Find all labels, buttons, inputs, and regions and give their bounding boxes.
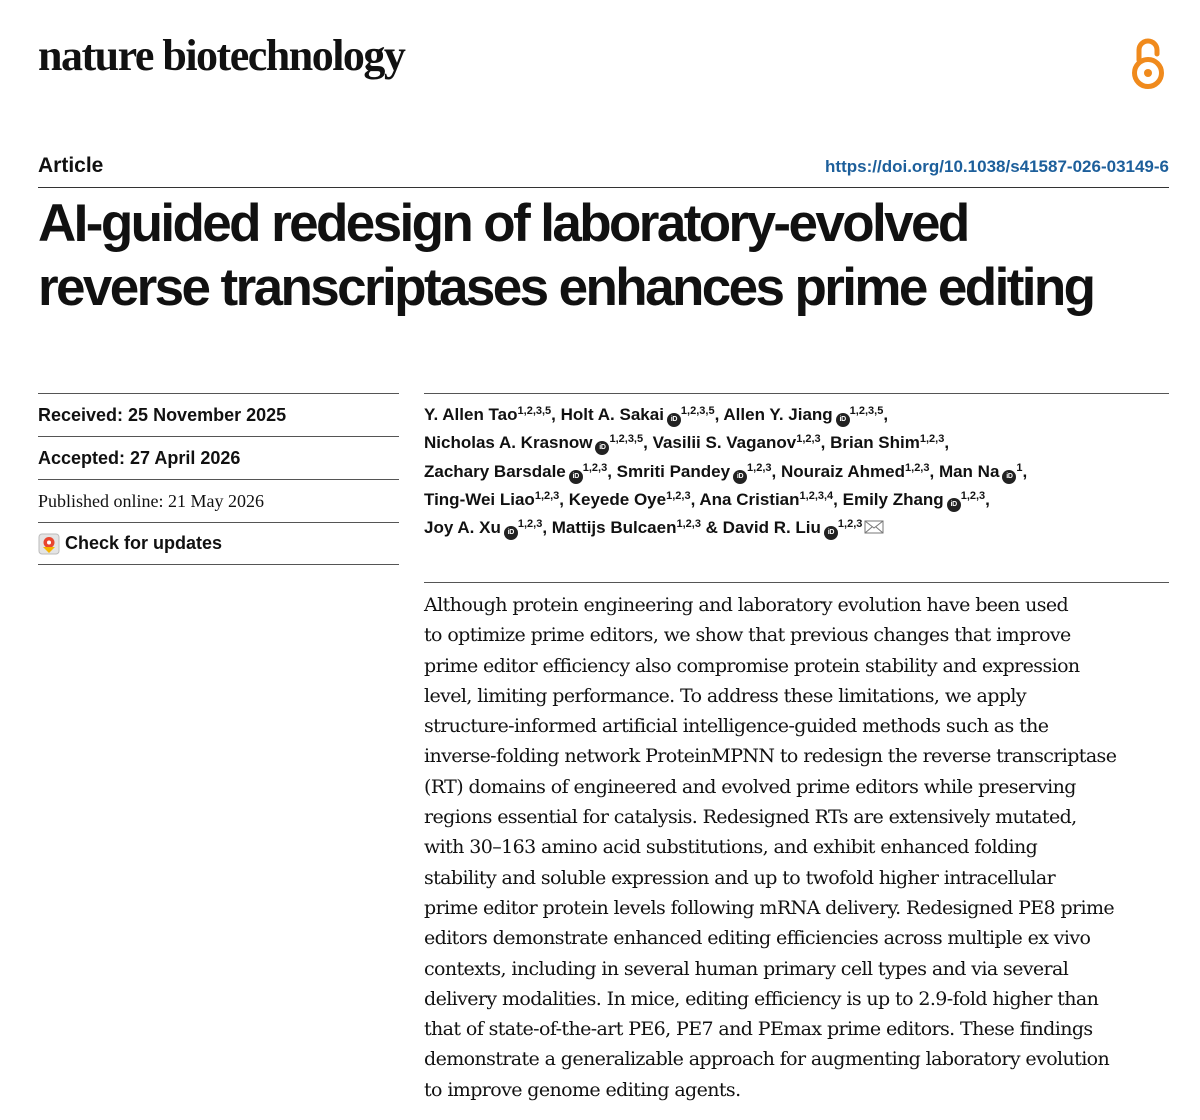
authors-top-divider bbox=[424, 393, 1169, 394]
author-name: Brian Shim bbox=[830, 433, 920, 453]
orcid-icon[interactable]: iD bbox=[595, 441, 609, 455]
author-affiliations: 1,2,3,5 bbox=[609, 433, 644, 446]
author-name: Ana Cristian bbox=[699, 489, 800, 509]
abstract-line: structure-informed artificial intelligence-guided methods such as the bbox=[424, 715, 1049, 738]
abstract-line: delivery modalities. In mice, editing efficiency is up to 2.9-fold higher than bbox=[424, 987, 1099, 1010]
author-line bbox=[424, 486, 1184, 514]
abstract-line: prime editor protein levels following mRNA delivery. Redesigned PE8 prime bbox=[424, 896, 1115, 919]
author-line bbox=[424, 458, 1184, 486]
author-affiliations: 1,2,3 bbox=[534, 489, 560, 502]
author[interactable] bbox=[617, 462, 772, 481]
orcid-icon[interactable]: iD bbox=[504, 526, 518, 540]
author-affiliations: 1,2,3 bbox=[796, 433, 821, 446]
article-history bbox=[38, 393, 399, 565]
author[interactable] bbox=[561, 405, 715, 424]
author-name: Zachary Barsdale bbox=[424, 461, 566, 481]
title-line: AI-guided redesign of laboratory-evolved bbox=[38, 194, 968, 253]
author-separator: , bbox=[985, 489, 990, 509]
author-name: Holt A. Sakai bbox=[560, 405, 664, 424]
abstract-line: that of state-of-the-art PE6, PE7 and PEmax prime editors. These findings bbox=[424, 1018, 1093, 1041]
author-name: Vasilii S. Vaganov bbox=[652, 433, 797, 453]
author-separator: , bbox=[820, 433, 831, 453]
author-name: Ting-Wei Liao bbox=[424, 489, 535, 509]
doi-link[interactable]: https://doi.org/10.1038/s41587-026-03149-6 bbox=[825, 157, 1169, 176]
abstract-line: prime editor efficiency also compromise protein stability and expression bbox=[424, 654, 1080, 677]
journal-name[interactable]: nature biotechnology bbox=[38, 31, 405, 80]
author-separator: , bbox=[929, 461, 939, 481]
author-name: Keyede Oye bbox=[568, 489, 667, 509]
author-affiliations: 1,2,3 bbox=[919, 433, 945, 446]
author-name: Emily Zhang bbox=[842, 489, 944, 509]
author-affiliations: 1,2,3 bbox=[905, 461, 930, 474]
author-name: Man Na bbox=[938, 461, 1000, 481]
author-affiliations: 1,2,3,5 bbox=[517, 405, 552, 417]
author-separator: , bbox=[551, 405, 561, 424]
author-line bbox=[424, 514, 1184, 542]
accepted-date: Accepted: 27 April 2026 bbox=[38, 436, 399, 479]
received-date: Received: 25 November 2025 bbox=[38, 393, 399, 436]
orcid-icon[interactable]: iD bbox=[947, 498, 961, 512]
author-separator: , bbox=[944, 433, 950, 453]
orcid-icon[interactable]: iD bbox=[733, 470, 747, 484]
abstract-line: inverse-folding network ProteinMPNN to redesign the reverse transcriptase bbox=[424, 745, 1117, 768]
article-title bbox=[38, 192, 1178, 320]
author-separator: , bbox=[559, 489, 569, 509]
author[interactable] bbox=[424, 518, 542, 537]
orcid-icon[interactable]: iD bbox=[824, 526, 838, 540]
author-separator: , bbox=[771, 461, 781, 481]
author[interactable] bbox=[424, 462, 607, 481]
author-separator: , bbox=[690, 489, 700, 509]
abstract-line: Although protein engineering and laboratory evolution have been used bbox=[424, 594, 1069, 616]
author-name: David R. Liu bbox=[722, 518, 821, 538]
author-affiliations: 1,2,3,5 bbox=[849, 405, 884, 417]
check-for-updates-button[interactable] bbox=[38, 522, 399, 565]
author-affiliations: 1,2,3 bbox=[582, 461, 608, 474]
open-access-lock-icon bbox=[1128, 36, 1168, 92]
author-name: Y. Allen Tao bbox=[424, 405, 518, 424]
author[interactable] bbox=[830, 433, 944, 452]
envelope-icon[interactable] bbox=[864, 520, 884, 534]
article-type-label: Article bbox=[38, 154, 104, 177]
author-affiliations: 1,2,3,5 bbox=[680, 405, 715, 417]
author[interactable] bbox=[723, 518, 885, 537]
check-for-updates-icon bbox=[38, 533, 60, 555]
abstract-line: to improve genome editing agents. bbox=[424, 1078, 741, 1101]
author[interactable] bbox=[424, 405, 551, 424]
author-separator: , bbox=[883, 405, 889, 424]
author-affiliations: 1,2,3 bbox=[517, 518, 543, 531]
author[interactable] bbox=[781, 462, 930, 481]
abstract-line: regions essential for catalysis. Redesigned RTs are extensively mutated, bbox=[424, 806, 1077, 829]
author[interactable] bbox=[552, 518, 701, 537]
author-line bbox=[424, 401, 1184, 429]
author[interactable] bbox=[569, 490, 691, 509]
author-name: Joy A. Xu bbox=[424, 518, 501, 538]
abstract-line: editors demonstrate enhanced editing efficiencies across multiple ex vivo bbox=[424, 927, 1091, 950]
author-affiliations: 1,2,3,4 bbox=[799, 489, 834, 502]
published-date: Published online: 21 May 2026 bbox=[38, 479, 399, 522]
author-affiliations: 1,2,3 bbox=[837, 518, 863, 531]
author-separator: , bbox=[643, 433, 653, 453]
author-line bbox=[424, 429, 1184, 457]
author-affiliations: 1,2,3 bbox=[666, 489, 691, 502]
orcid-icon[interactable]: iD bbox=[1002, 470, 1016, 484]
author-list bbox=[424, 401, 1184, 542]
abstract-line: with 30–163 amino acid substitutions, and exhibit enhanced folding bbox=[424, 836, 1038, 859]
author-name: Mattijs Bulcaen bbox=[551, 518, 677, 538]
abstract-divider bbox=[424, 582, 1169, 583]
abstract-line: level, limiting performance. To address these limitations, we apply bbox=[424, 684, 1027, 707]
author-separator: , bbox=[833, 489, 843, 509]
abstract-line: stability and soluble expression and up to twofold higher intracellular bbox=[424, 866, 1056, 889]
author[interactable] bbox=[939, 462, 1023, 481]
author-name: Nouraiz Ahmed bbox=[780, 461, 906, 481]
author-name: Nicholas A. Krasnow bbox=[424, 433, 593, 453]
check-for-updates-label: Check for updates bbox=[65, 533, 223, 553]
author-separator: , bbox=[1022, 461, 1028, 481]
title-line: reverse transcriptases enhances prime editing bbox=[38, 258, 1094, 317]
orcid-icon[interactable]: iD bbox=[569, 470, 583, 484]
abstract-line: (RT) domains of engineered and evolved prime editors while preserving bbox=[424, 775, 1076, 798]
author[interactable] bbox=[699, 490, 833, 509]
author-affiliations: 1,2,3 bbox=[747, 461, 772, 474]
author-separator: , bbox=[607, 461, 617, 481]
author-name: Allen Y. Jiang bbox=[723, 405, 833, 424]
author-name: Smriti Pandey bbox=[616, 461, 731, 481]
author[interactable] bbox=[424, 490, 559, 509]
author[interactable] bbox=[653, 433, 821, 452]
orcid-icon[interactable]: iD bbox=[667, 413, 681, 427]
author-affiliations: 1,2,3 bbox=[960, 489, 986, 502]
author-affiliations: 1,2,3 bbox=[676, 518, 701, 531]
header-divider bbox=[38, 187, 1169, 188]
author-separator: & bbox=[700, 518, 723, 538]
abstract-line: to optimize prime editors, we show that previous changes that improve bbox=[424, 624, 1071, 647]
author-separator: , bbox=[542, 518, 552, 538]
author[interactable] bbox=[843, 490, 986, 509]
abstract bbox=[424, 590, 1184, 1105]
abstract-line: demonstrate a generalizable approach for augmenting laboratory evolution bbox=[424, 1048, 1110, 1071]
author-affiliations: 1 bbox=[1016, 461, 1023, 474]
author-separator: , bbox=[714, 405, 724, 424]
orcid-icon[interactable]: iD bbox=[836, 413, 850, 427]
author[interactable] bbox=[723, 405, 883, 424]
author[interactable] bbox=[424, 433, 643, 452]
abstract-line: contexts, including in several human primary cell types and via several bbox=[424, 957, 1069, 980]
